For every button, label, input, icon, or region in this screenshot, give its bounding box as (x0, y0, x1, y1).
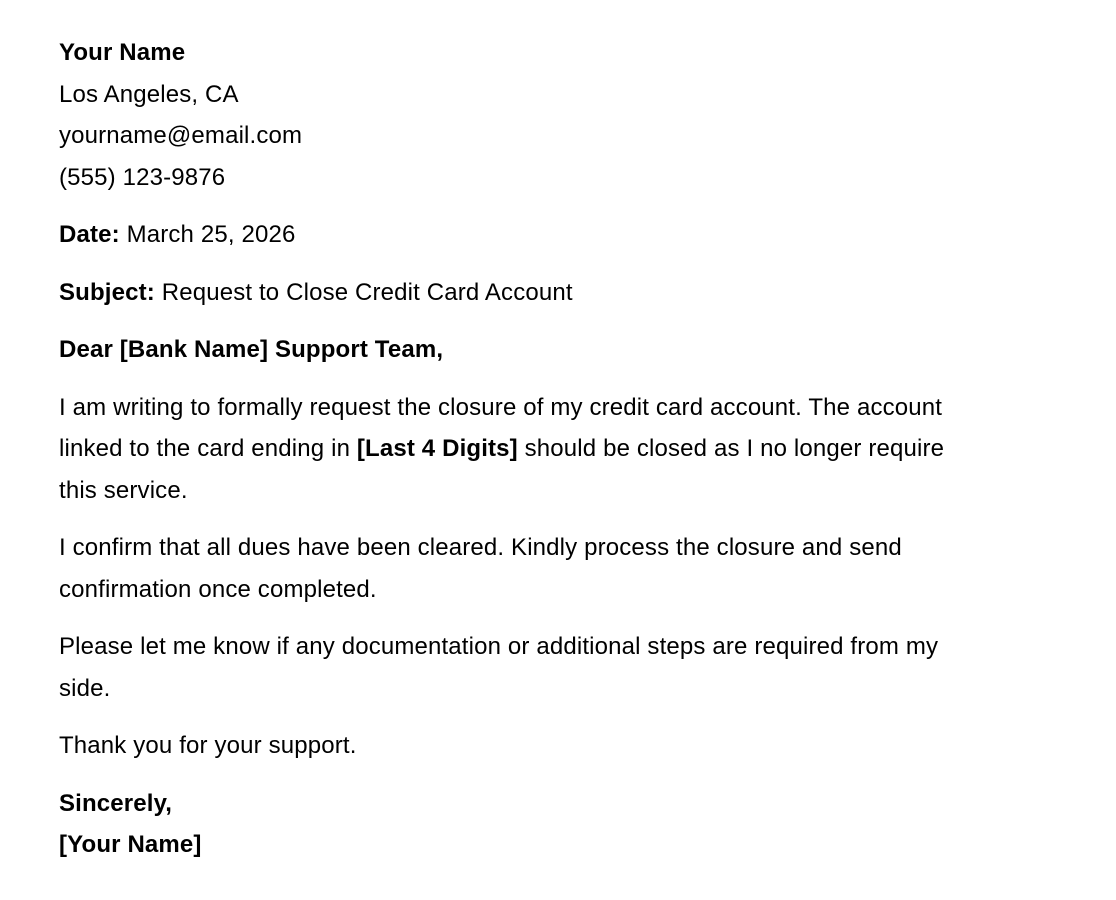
body-paragraph-2 (59, 527, 1059, 610)
sender-name: Your Name (59, 39, 186, 66)
salutation (59, 329, 1059, 371)
body-p3-line1: Please let me know if any documentation or additional steps are required from my (59, 633, 939, 660)
sender-phone: (555) 123-9876 (59, 163, 226, 191)
body-p1-line1: I am writing to formally request the closure of my credit card account. The account (59, 393, 943, 421)
body-p1-line3: this service. (59, 476, 188, 504)
body-p1-line2-after: should be closed as I no longer require (517, 435, 945, 462)
sender-block (59, 32, 1059, 198)
date-line (59, 214, 1059, 256)
subject-label: Subject: (59, 278, 155, 306)
card-digits-placeholder: [Last 4 Digits] (356, 435, 518, 462)
body-p4-line1: Thank you for your support. (59, 732, 357, 759)
sender-email: yourname@email.com (59, 122, 303, 149)
body-p2-line1: I confirm that all dues have been cleared. Kindly process the closure and send (59, 534, 902, 561)
body-p1-line2-before: linked to the card ending in (59, 435, 357, 462)
body-paragraph-4 (59, 725, 1059, 767)
letter-content (59, 32, 1059, 866)
date-value: March 25, 2026 (126, 221, 296, 248)
body-paragraph-1 (59, 387, 1059, 512)
valediction: Sincerely, (59, 789, 173, 817)
subject-line (59, 272, 1059, 314)
salutation-text: Dear [Bank Name] Support Team, (59, 336, 444, 363)
date-label: Date: (59, 221, 120, 248)
signature: [Your Name] (59, 831, 202, 858)
body-paragraph-3 (59, 626, 1059, 709)
sender-city: Los Angeles, CA (59, 80, 239, 108)
body-p3-line2: side. (59, 674, 111, 702)
subject-value: Request to Close Credit Card Account (161, 278, 573, 306)
body-p2-line2: confirmation once completed. (59, 575, 377, 603)
closing-block (59, 783, 1059, 866)
